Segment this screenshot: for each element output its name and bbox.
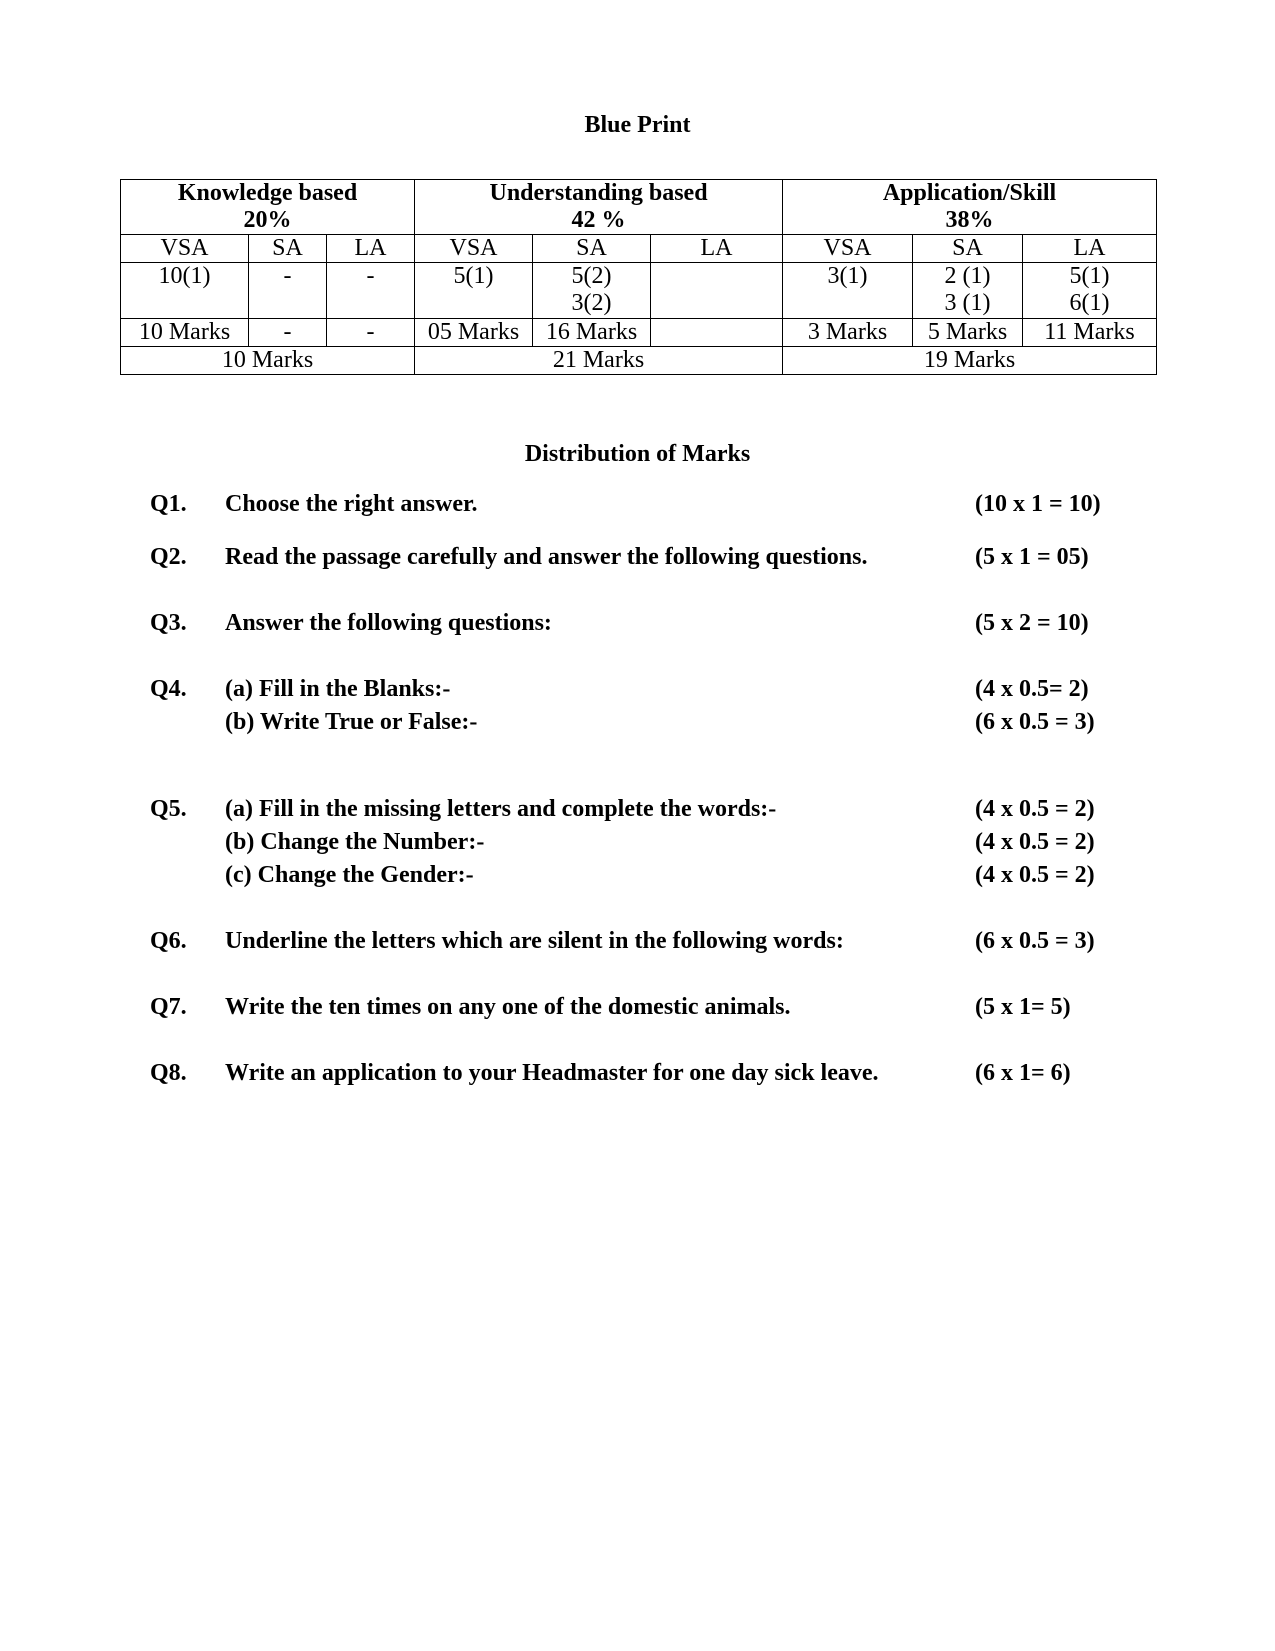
question-line: (b) Change the Number:- [225, 829, 485, 855]
question-marks [975, 673, 1095, 739]
marks-row [121, 319, 1157, 347]
question-count-row [121, 263, 1157, 319]
sub-header-cell: VSA [783, 235, 913, 263]
marks-cell: 10 Marks [121, 319, 249, 347]
marks-line: (6 x 0.5 = 3) [975, 709, 1095, 735]
question-number: Q6. [150, 928, 187, 954]
question-marks [975, 488, 1101, 521]
question-text [225, 607, 552, 640]
count-cell [327, 263, 415, 319]
header-name: Application/Skill [882, 180, 1057, 206]
question-text [225, 488, 477, 521]
count-line: 3(1) [827, 263, 868, 289]
question-number: Q1. [150, 491, 187, 517]
count-cell [1023, 263, 1157, 319]
marks-line: (4 x 0.5 = 2) [975, 796, 1095, 822]
count-line: - [283, 263, 292, 289]
sub-header-cell: VSA [121, 235, 249, 263]
question-line: (b) Write True or False:- [225, 709, 478, 735]
question-line: Write the ten times on any one of the domestic animals. [225, 994, 791, 1020]
marks-cell: 05 Marks [415, 319, 533, 347]
sub-header-cell: LA [651, 235, 783, 263]
question-line: Read the passage carefully and answer the following questions. [225, 544, 868, 570]
question-text [225, 991, 791, 1024]
question-text [225, 673, 477, 739]
count-line: 5(2) [571, 263, 612, 289]
question-number: Q4. [150, 676, 187, 702]
count-cell [913, 263, 1023, 319]
marks-line: (4 x 0.5 = 2) [975, 862, 1095, 888]
question-line: Choose the right answer. [225, 491, 478, 517]
count-cell [783, 263, 913, 319]
header-application [783, 180, 1157, 235]
count-cell [249, 263, 327, 319]
count-line: 3(2) [571, 290, 612, 316]
marks-line: (6 x 0.5 = 3) [975, 928, 1095, 954]
count-line: 5(1) [1069, 263, 1110, 289]
question-marks [975, 793, 1095, 892]
question-text [225, 541, 868, 574]
marks-cell: - [327, 319, 415, 347]
question-number: Q7. [150, 994, 187, 1020]
question-text [225, 793, 776, 892]
marks-line: (4 x 0.5= 2) [975, 676, 1089, 702]
question-number: Q2. [150, 544, 187, 570]
totals-row [121, 347, 1157, 375]
count-cell [651, 263, 783, 319]
question-number: Q5. [150, 796, 187, 822]
header-percent: 42 % [571, 207, 626, 233]
marks-line: (10 x 1 = 10) [975, 491, 1101, 517]
sub-header-cell: LA [1023, 235, 1157, 263]
question-line: (a) Fill in the Blanks:- [225, 676, 451, 702]
question-line: Write an application to your Headmaster for one day sick leave. [225, 1060, 879, 1086]
count-cell [121, 263, 249, 319]
sub-header-cell: LA [327, 235, 415, 263]
total-understanding: 21 Marks [415, 347, 783, 375]
question-line: Underline the letters which are silent in the following words: [225, 928, 844, 954]
question-number: Q8. [150, 1060, 187, 1086]
sub-header-cell: SA [533, 235, 651, 263]
question-line: Answer the following questions: [225, 610, 552, 636]
question-marks [975, 541, 1089, 574]
sub-header-cell: VSA [415, 235, 533, 263]
distribution-title: Distribution of Marks [524, 441, 751, 467]
header-percent: 20% [243, 207, 292, 233]
header-name: Knowledge based [177, 180, 358, 206]
count-line: - [366, 263, 375, 289]
marks-cell [651, 319, 783, 347]
marks-line: (4 x 0.5 = 2) [975, 829, 1095, 855]
count-line: 6(1) [1069, 290, 1110, 316]
marks-line: (5 x 1= 5) [975, 994, 1071, 1020]
sub-header-cell: SA [249, 235, 327, 263]
header-percent: 38% [945, 207, 994, 233]
sub-header-row [121, 235, 1157, 263]
count-cell [533, 263, 651, 319]
question-marks [975, 991, 1071, 1024]
question-marks [975, 1057, 1071, 1090]
category-header-row [121, 180, 1157, 235]
header-knowledge [121, 180, 415, 235]
sub-header-cell: SA [913, 235, 1023, 263]
count-line: 3 (1) [944, 290, 991, 316]
marks-cell: 16 Marks [533, 319, 651, 347]
question-text [225, 925, 844, 958]
marks-cell: 3 Marks [783, 319, 913, 347]
count-cell [415, 263, 533, 319]
marks-cell: 11 Marks [1023, 319, 1157, 347]
marks-line: (5 x 2 = 10) [975, 610, 1089, 636]
blue-print-title: Blue Print [584, 112, 691, 138]
header-name: Understanding based [489, 180, 708, 206]
total-knowledge: 10 Marks [121, 347, 415, 375]
marks-cell: 5 Marks [913, 319, 1023, 347]
count-line: 2 (1) [944, 263, 991, 289]
marks-line: (5 x 1 = 05) [975, 544, 1089, 570]
question-text [225, 1057, 879, 1090]
question-marks [975, 925, 1095, 958]
count-line: 5(1) [453, 263, 494, 289]
header-understanding [415, 180, 783, 235]
count-line: 10(1) [158, 263, 211, 289]
question-line: (c) Change the Gender:- [225, 862, 474, 888]
marks-line: (6 x 1= 6) [975, 1060, 1071, 1086]
question-line: (a) Fill in the missing letters and complete the words:- [225, 796, 777, 822]
marks-cell: - [249, 319, 327, 347]
total-application: 19 Marks [783, 347, 1157, 375]
blue-print-table [120, 179, 1157, 375]
question-number: Q3. [150, 610, 187, 636]
question-marks [975, 607, 1089, 640]
